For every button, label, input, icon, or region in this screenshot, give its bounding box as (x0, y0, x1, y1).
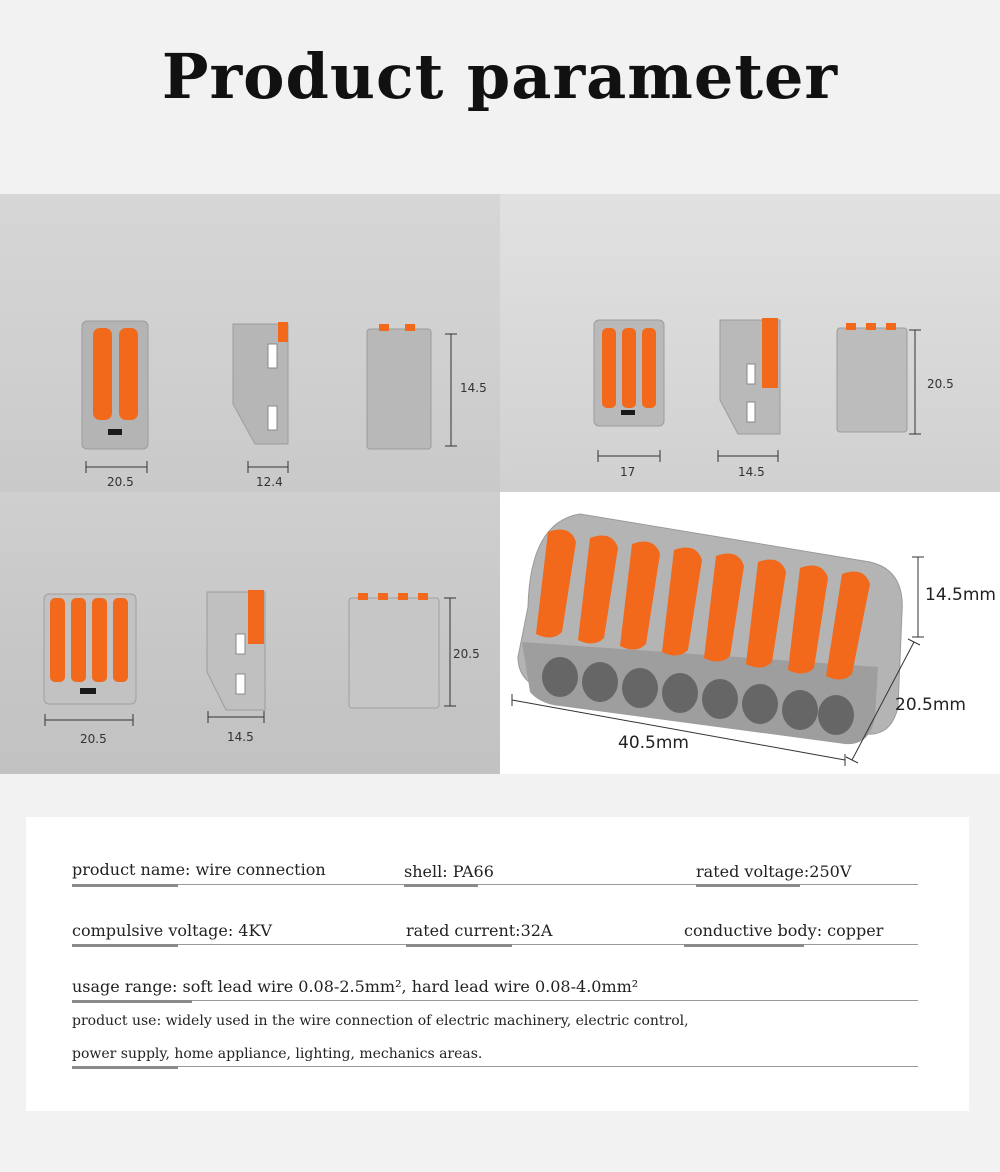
photo-panel-4-lever (0, 492, 500, 774)
underline-accent (72, 1000, 192, 1003)
photo-panel-2-lever (0, 194, 500, 492)
dim-width-label: 20.5 (107, 475, 134, 489)
dim-height-label: 14.5mm (925, 585, 996, 605)
spec-compulsive-voltage: compulsive voltage: 4KV (72, 921, 272, 940)
spec-product-use-line2: power supply, home appliance, lighting, mechanics areas. (72, 1046, 483, 1062)
divider (72, 1066, 918, 1067)
connector-back-view (349, 593, 439, 708)
connector-side-view (720, 318, 780, 434)
dim-height-label: 14.5 (460, 381, 487, 395)
underline-accent (684, 944, 804, 947)
spec-product-name: product name: wire connection (72, 860, 326, 879)
dim-depth-label: 20.5mm (895, 695, 966, 715)
photo-panel-8-lever (500, 492, 1000, 774)
connector-side-view (233, 322, 288, 444)
underline-accent (72, 944, 178, 947)
connector-8-lever-view (518, 514, 902, 744)
connector-back-view (837, 323, 907, 432)
spec-conductive-body: conductive body: copper (684, 921, 884, 940)
underline-accent (696, 884, 800, 887)
dim-width-label: 17 (620, 465, 636, 479)
dim-depth-label: 14.5 (738, 465, 765, 479)
connector-back-view (367, 324, 431, 449)
spec-rated-voltage: rated voltage:250V (696, 862, 852, 881)
dim-depth-label: 12.4 (256, 475, 283, 489)
dim-height-label: 20.5 (453, 647, 480, 661)
specs-card (26, 817, 969, 1111)
spec-usage-range: usage range: soft lead wire 0.08-2.5mm², hard lead wire 0.08-4.0mm² (72, 977, 639, 996)
connector-front-view (82, 321, 148, 449)
dim-height-label: 20.5 (927, 377, 954, 391)
spec-product-use-line1: product use: widely used in the wire connection of electric machinery, electric control, (72, 1013, 689, 1029)
underline-accent (404, 884, 478, 887)
dim-depth-label: 14.5 (227, 730, 254, 744)
underline-accent (406, 944, 512, 947)
connector-side-view (207, 590, 265, 710)
divider (72, 1000, 918, 1001)
dim-width-label: 20.5 (80, 732, 107, 746)
dim-length-label: 40.5mm (618, 733, 689, 753)
underline-accent (72, 884, 178, 887)
page-title: Product parameter (161, 40, 839, 113)
spec-shell: shell: PA66 (404, 862, 494, 881)
photo-panel-3-lever (500, 194, 1000, 492)
spec-rated-current: rated current:32A (406, 921, 553, 940)
underline-accent (72, 1066, 178, 1069)
connector-front-view (44, 594, 136, 704)
connector-front-view (594, 320, 664, 426)
